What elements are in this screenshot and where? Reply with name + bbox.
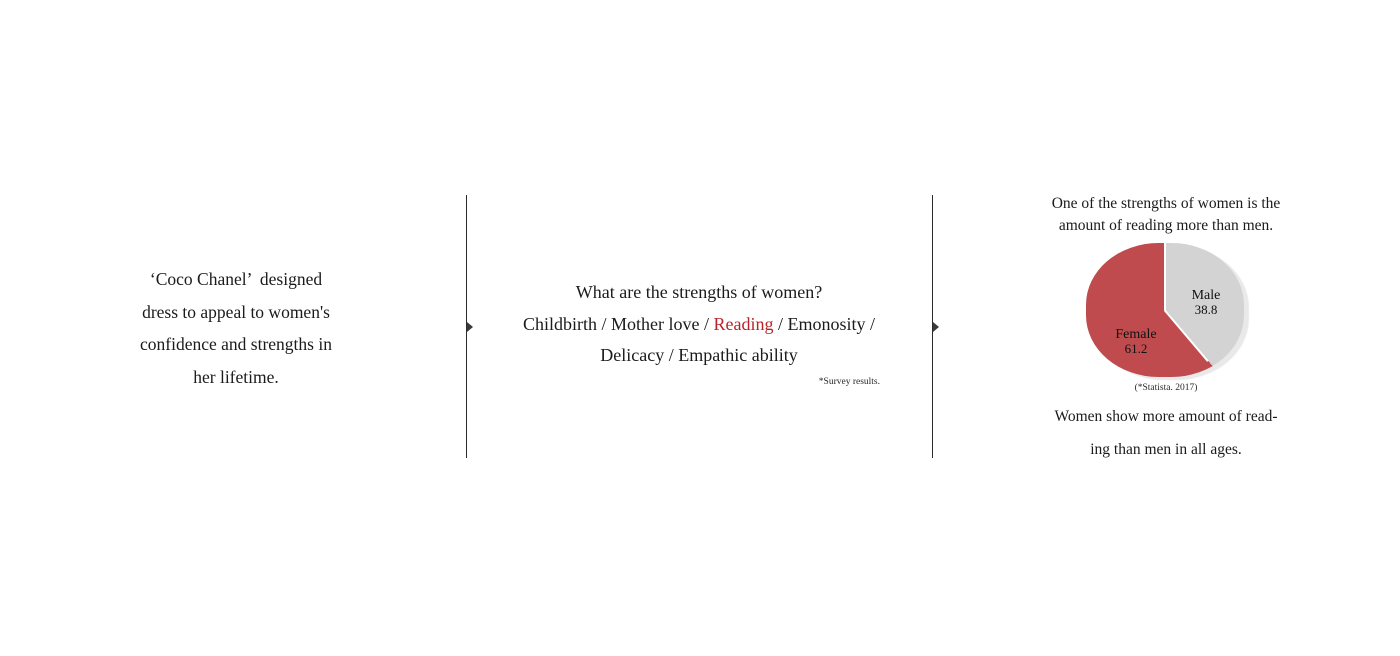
right-arrow-icon bbox=[467, 322, 473, 332]
intro-line: amount of reading more than men. bbox=[1058, 217, 1274, 234]
answers-prefix: Childbirth / Mother love / bbox=[522, 313, 714, 334]
survey-note: *Survey results. bbox=[818, 377, 880, 387]
strengths-answers-line2: Delicacy / Empathic ability bbox=[600, 345, 798, 365]
pie-label-male bbox=[1166, 288, 1246, 317]
conclusion-line: ing than men in all ages. bbox=[1090, 441, 1242, 458]
left-panel-line: ‘Coco Chanel’ designed bbox=[149, 269, 323, 289]
answers-suffix: / Emonosity / bbox=[773, 313, 875, 334]
conclusion-line: Women show more amount of read- bbox=[1054, 408, 1278, 425]
pie-label-female-name: Female bbox=[1115, 327, 1157, 342]
pie-label-female-value: 61.2 bbox=[1124, 341, 1148, 356]
highlight-reading: Reading bbox=[713, 313, 774, 334]
left-panel-line: confidence and strengths in bbox=[140, 334, 332, 355]
strengths-answers-line1 bbox=[499, 309, 899, 341]
pie-label-male-name: Male bbox=[1191, 288, 1221, 303]
left-panel-text bbox=[86, 263, 386, 393]
strengths-question: What are the strengths of women? bbox=[575, 282, 823, 302]
pie-chart bbox=[1086, 243, 1244, 377]
middle-panel-text bbox=[499, 277, 899, 372]
chart-source-caption: (*Statista. 2017) bbox=[1134, 383, 1198, 393]
right-panel-intro bbox=[1016, 193, 1316, 237]
right-arrow-icon bbox=[933, 322, 939, 332]
right-panel-conclusion bbox=[1016, 400, 1316, 466]
intro-line: One of the strengths of women is the bbox=[1051, 195, 1281, 212]
pie-label-female bbox=[1096, 327, 1176, 356]
left-panel-line: dress to appeal to women's bbox=[142, 301, 330, 322]
pie-label-male-value: 38.8 bbox=[1194, 302, 1218, 317]
left-panel-line: her lifetime. bbox=[193, 366, 279, 387]
